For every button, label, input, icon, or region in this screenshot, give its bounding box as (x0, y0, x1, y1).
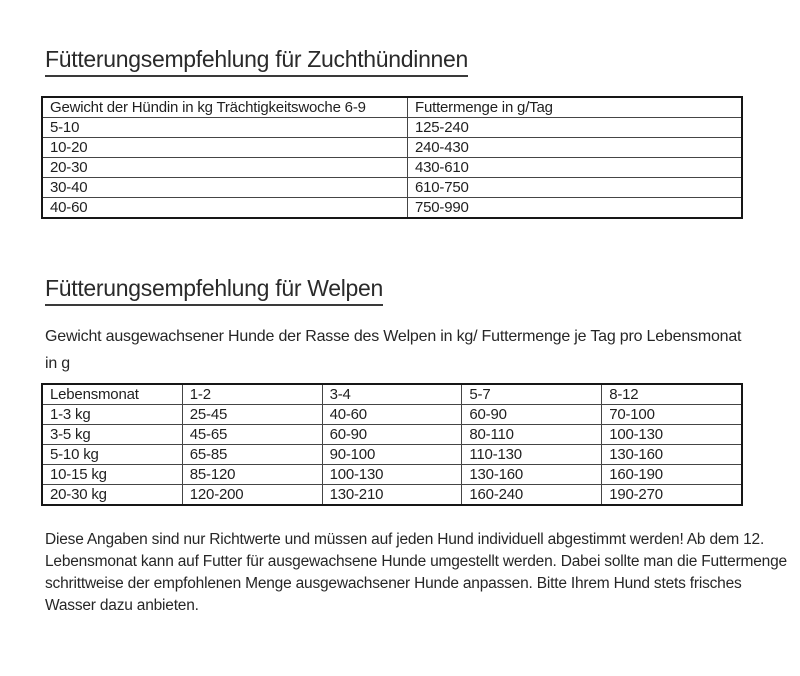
table-cell: 610-750 (408, 178, 743, 198)
table-cell: 40-60 (322, 405, 462, 425)
table-row (42, 158, 742, 178)
table-cell: 120-200 (182, 485, 322, 506)
column-header-cell: Lebensmonat (42, 384, 182, 405)
table-cell: 240-430 (408, 138, 743, 158)
table-cell: 100-130 (322, 465, 462, 485)
footer-note-line: Wasser dazu anbieten. (45, 597, 199, 614)
footer-note (45, 529, 787, 617)
table-row (42, 465, 742, 485)
column-header-cell: 1-2 (182, 384, 322, 405)
table-cell: 160-240 (462, 485, 602, 506)
table-cell: 160-190 (602, 465, 742, 485)
table-row (42, 405, 742, 425)
table-row (42, 445, 742, 465)
table-row (42, 485, 742, 506)
puppy-table-intro (45, 323, 745, 377)
intro-line: Gewicht ausgewachsener Hunde der Rasse des Welpen in kg/ Futtermenge je Tag pro Lebensmonat (45, 328, 742, 345)
table-cell: 5-10 kg (42, 445, 182, 465)
column-header-cell: Gewicht der Hündin in kg Trächtigkeitswoche 6-9 (42, 97, 408, 118)
section-title-puppies-text: Fütterungsempfehlung für Welpen (45, 275, 383, 306)
table-cell: 90-100 (322, 445, 462, 465)
intro-line: in g (45, 355, 70, 372)
table-cell: 40-60 (42, 198, 408, 219)
section-title-puppies (45, 273, 745, 303)
table-cell: 3-5 kg (42, 425, 182, 445)
column-header-cell: 8-12 (602, 384, 742, 405)
section-title-breeding-text: Fütterungsempfehlung für Zuchthündinnen (45, 46, 468, 77)
table-cell: 45-65 (182, 425, 322, 445)
table-cell: 110-130 (462, 445, 602, 465)
table-row (42, 425, 742, 445)
footer-note-line: schrittweise der empfohlenen Menge ausgewachsener Hunde anpassen. Bitte Ihrem Hund stets frisches (45, 575, 742, 592)
table-header-row (42, 97, 742, 118)
table-row (42, 138, 742, 158)
table-cell: 60-90 (322, 425, 462, 445)
table-cell: 20-30 kg (42, 485, 182, 506)
table-header-row (42, 384, 742, 405)
table-cell: 20-30 (42, 158, 408, 178)
table-cell: 130-210 (322, 485, 462, 506)
table-cell: 80-110 (462, 425, 602, 445)
table-cell: 190-270 (602, 485, 742, 506)
table-cell: 10-15 kg (42, 465, 182, 485)
puppy-feeding-table (41, 383, 743, 506)
table-cell: 130-160 (602, 445, 742, 465)
column-header-cell: 3-4 (322, 384, 462, 405)
table-cell: 1-3 kg (42, 405, 182, 425)
table-row (42, 198, 742, 219)
table-cell: 30-40 (42, 178, 408, 198)
table-cell: 100-130 (602, 425, 742, 445)
table-cell: 65-85 (182, 445, 322, 465)
document-page (0, 44, 787, 617)
footer-note-line: Diese Angaben sind nur Richtwerte und müssen auf jeden Hund individuell abgestimmt werden! Ab dem 12. (45, 531, 765, 548)
table-cell: 125-240 (408, 118, 743, 138)
column-header-cell: 5-7 (462, 384, 602, 405)
column-header-cell: Futtermenge in g/Tag (408, 97, 743, 118)
table-cell: 10-20 (42, 138, 408, 158)
footer-note-line: Lebensmonat kann auf Futter für ausgewachsene Hunde umgestellt werden. Dabei sollte man die Futtermenge (45, 553, 787, 570)
breeding-feeding-table (41, 96, 743, 219)
table-row (42, 178, 742, 198)
section-title-breeding (45, 44, 745, 74)
table-row (42, 118, 742, 138)
table-cell: 85-120 (182, 465, 322, 485)
table-cell: 5-10 (42, 118, 408, 138)
table-cell: 750-990 (408, 198, 743, 219)
table-cell: 60-90 (462, 405, 602, 425)
table-cell: 130-160 (462, 465, 602, 485)
table-cell: 430-610 (408, 158, 743, 178)
table-cell: 25-45 (182, 405, 322, 425)
table-cell: 70-100 (602, 405, 742, 425)
